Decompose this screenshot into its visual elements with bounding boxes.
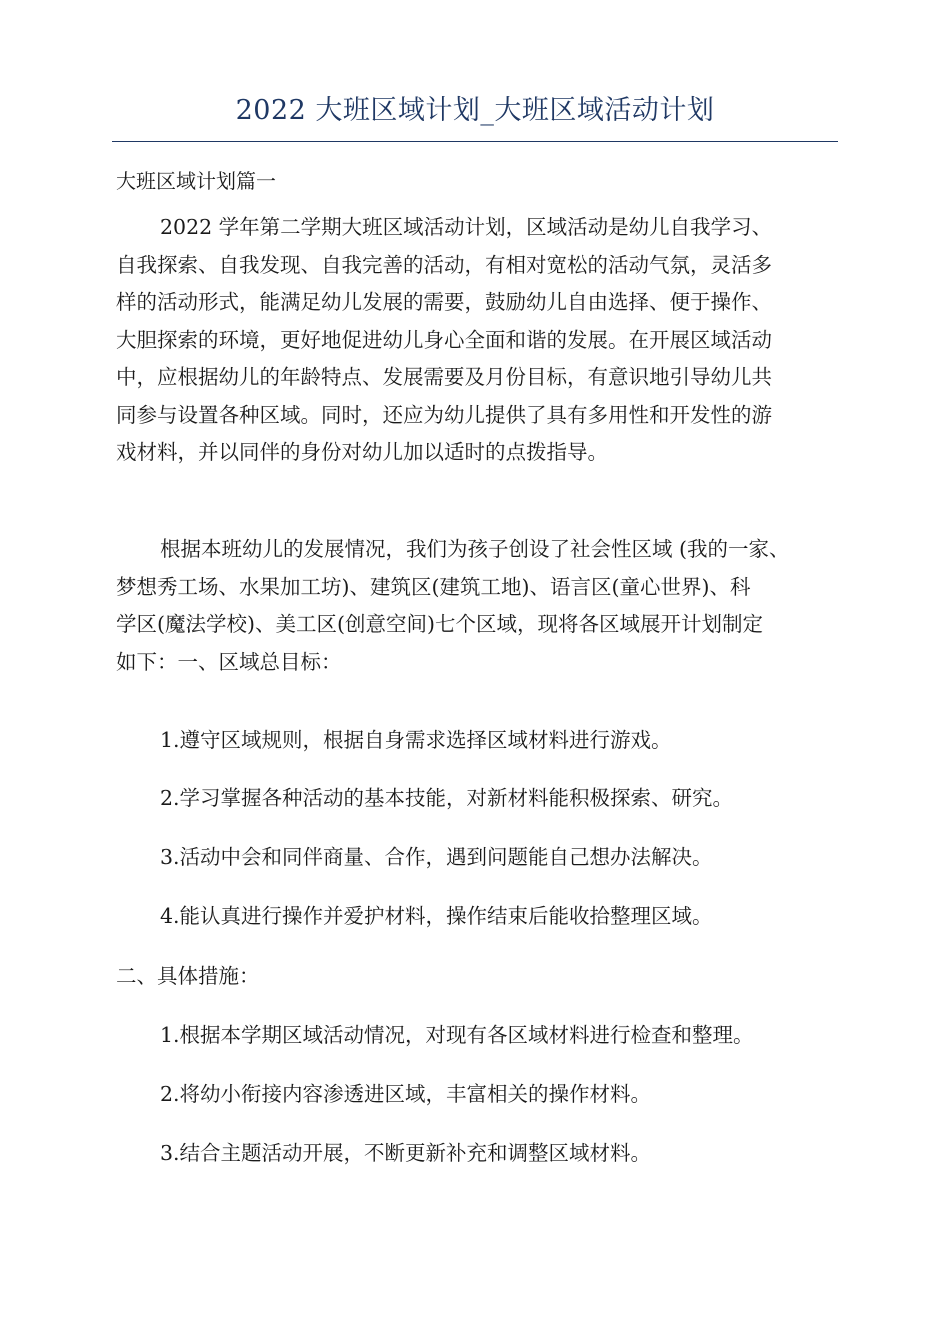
goal-item-2: 2.学习掌握各种活动的基本技能，对新材料能积极探索、研究。 xyxy=(160,786,734,810)
paragraph-line: 大胆探索的环境，更好地促进幼儿身心全面和谐的发展。在开展区域活动 xyxy=(116,327,772,352)
goal-item-3: 3.活动中会和同伴商量、合作，遇到问题能自己想办法解决。 xyxy=(160,845,713,869)
paragraph-line: 戏材料，并以同伴的身份对幼儿加以适时的点拨指导。 xyxy=(116,440,608,464)
goal-item-1: 1.遵守区域规则，根据自身需求选择区域材料进行游戏。 xyxy=(160,728,672,752)
paragraph-line: 梦想秀工场、水果加工坊)、建筑区(建筑工地)、语言区(童心世界)、科 xyxy=(116,574,751,599)
title-divider xyxy=(112,141,838,142)
paragraph-line: 根据本班幼儿的发展情况，我们为孩子创设了社会性区域 (我的一家、 xyxy=(160,537,790,561)
section-heading: 大班区域计划篇一 xyxy=(116,169,276,193)
paragraph-line: 2022 学年第二学期大班区域活动计划，区域活动是幼儿自我学习、 xyxy=(160,215,773,239)
paragraph-line: 同参与设置各种区域。同时，还应为幼儿提供了具有多用性和开发性的游 xyxy=(116,402,772,427)
paragraph-line: 学区(魔法学校)、美工区(创意空间)七个区域，现将各区域展开计划制定 xyxy=(116,612,763,636)
goal-item-4: 4.能认真进行操作并爱护材料，操作结束后能收拾整理区域。 xyxy=(160,904,713,928)
paragraph-line: 自我探索、自我发现、自我完善的活动，有相对宽松的活动气氛，灵活多 xyxy=(116,252,772,277)
measure-item-1: 1.根据本学期区域活动情况，对现有各区域材料进行检查和整理。 xyxy=(160,1023,754,1047)
document-title: 2022 大班区域计划_大班区域活动计划 xyxy=(235,95,715,126)
paragraph-areas xyxy=(116,531,836,681)
paragraph-intro xyxy=(116,209,836,472)
measure-item-2: 2.将幼小衔接内容渗透进区域，丰富相关的操作材料。 xyxy=(160,1082,652,1106)
paragraph-line: 如下：一、区域总目标： xyxy=(116,649,342,674)
paragraph-line: 样的活动形式，能满足幼儿发展的需要，鼓励幼儿自由选择、便于操作、 xyxy=(116,290,772,314)
paragraph-line: 中，应根据幼儿的年龄特点、发展需要及月份目标，有意识地引导幼儿共 xyxy=(116,365,772,389)
measure-item-3: 3.结合主题活动开展，不断更新补充和调整区域材料。 xyxy=(160,1141,652,1165)
measures-heading: 二、具体措施： xyxy=(116,964,260,988)
